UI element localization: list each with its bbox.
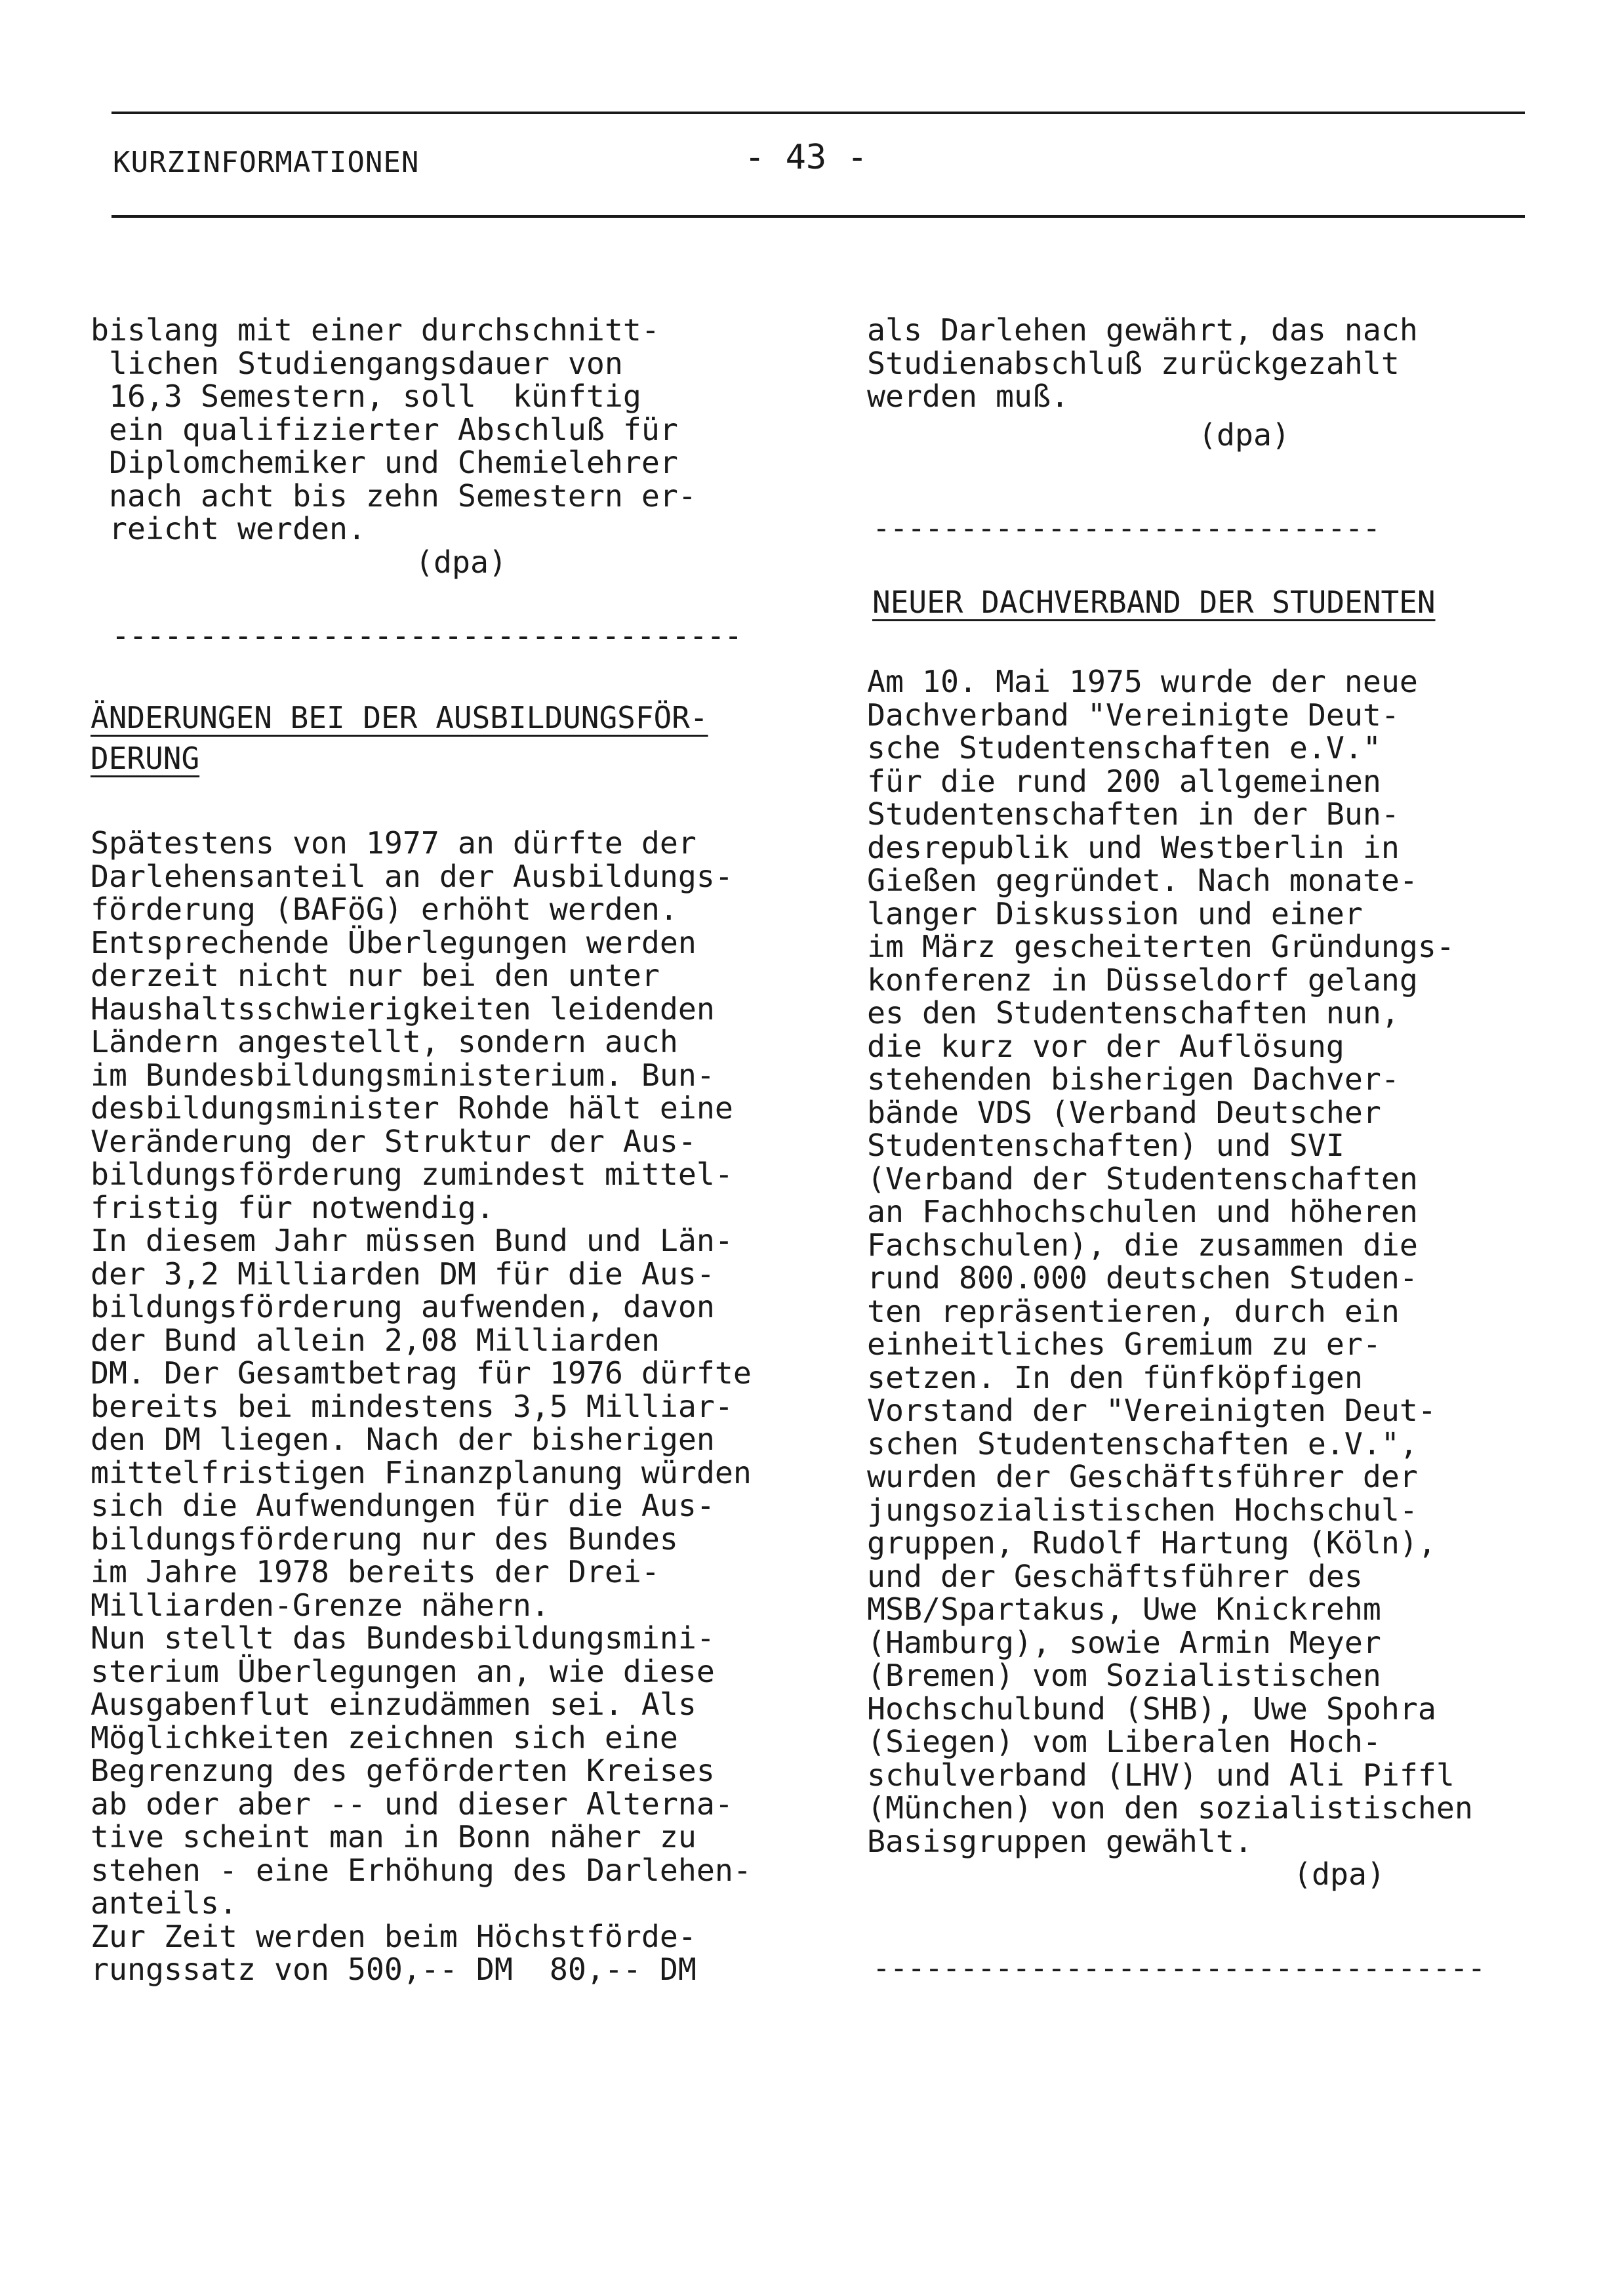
text-line: Dachverband "Vereinigte Deut- xyxy=(867,697,1400,733)
text-line: (Siegen) vom Liberalen Hoch- xyxy=(867,1724,1381,1759)
text-line: (Verband der Studentenschaften xyxy=(867,1160,1418,1197)
text-line: reicht werden. xyxy=(91,511,366,546)
text-line: Spätestens von 1977 an dürfte der xyxy=(91,825,697,861)
left-intro-paragraph xyxy=(91,314,805,546)
article-body xyxy=(91,827,805,1986)
text-line: lichen Studiengangsdauer von xyxy=(91,345,623,381)
source-credit: (dpa) xyxy=(1293,1856,1385,1892)
text-line: Haushaltsschwierigkeiten leidenden xyxy=(91,991,715,1027)
text-line: Darlehensanteil an der Ausbildungs- xyxy=(91,858,733,894)
article-heading xyxy=(91,699,805,777)
text-line: nach acht bis zehn Semestern er- xyxy=(91,478,697,514)
text-line: im März gescheiterten Gründungs- xyxy=(867,929,1455,964)
text-line: Am 10. Mai 1975 wurde der neue xyxy=(867,664,1418,699)
text-line: Milliarden-Grenze nähern. xyxy=(91,1587,550,1623)
text-line: Ländern angestellt, sondern auch xyxy=(91,1024,678,1059)
heading-line: DERUNG xyxy=(91,741,200,776)
section-title: KURZINFORMATIONEN xyxy=(113,146,420,179)
text-line: tive scheint man in Bonn näher zu xyxy=(91,1819,697,1855)
text-line: fristig für notwendig. xyxy=(91,1189,495,1225)
text-line: jungsozialistischen Hochschul- xyxy=(867,1492,1418,1528)
text-line: Fachschulen), die zusammen die xyxy=(867,1227,1418,1263)
header-rule-top xyxy=(111,112,1525,114)
text-line: als Darlehen gewährt, das nach xyxy=(867,312,1418,348)
text-line: es den Studentenschaften nun, xyxy=(867,995,1400,1031)
text-line: (Hamburg), sowie Armin Meyer xyxy=(867,1624,1381,1660)
text-line: bildungsförderung nur des Bundes xyxy=(91,1521,678,1557)
text-line: (Bremen) vom Sozialistischen xyxy=(867,1658,1381,1693)
text-line: 16,3 Semestern, soll künftig xyxy=(91,379,641,414)
text-line: Zur Zeit werden beim Höchstförde- xyxy=(91,1918,697,1954)
text-line: Entsprechende Überlegungen werden xyxy=(91,924,697,960)
text-line: an Fachhochschulen und höheren xyxy=(867,1194,1418,1229)
text-line: schulverband (LHV) und Ali Piffl xyxy=(867,1757,1455,1793)
text-line: In diesem Jahr müssen Bund und Län- xyxy=(91,1223,733,1258)
text-line: ten repräsentieren, durch ein xyxy=(867,1293,1400,1329)
page-number: - 43 - xyxy=(744,138,868,177)
section-separator: ----------------------------- xyxy=(872,510,1381,546)
right-column xyxy=(867,314,1552,1984)
source-credit: (dpa) xyxy=(1198,417,1290,453)
text-line: wurden der Geschäftsführer der xyxy=(867,1459,1418,1494)
text-line: im Jahre 1978 bereits der Drei- xyxy=(91,1554,660,1589)
text-line: stehen - eine Erhöhung des Darlehen- xyxy=(91,1852,752,1888)
text-line: desrepublik und Westberlin in xyxy=(867,829,1400,865)
text-line: sche Studentenschaften e.V." xyxy=(867,730,1381,766)
header-rule-bottom xyxy=(111,215,1525,218)
text-line: bereits bei mindestens 3,5 Milliar- xyxy=(91,1388,733,1424)
text-line: MSB/Spartakus, Uwe Knickrehm xyxy=(867,1591,1381,1627)
text-line: Nun stellt das Bundesbildungsmini- xyxy=(91,1620,715,1656)
text-line: im Bundesbildungsministerium. Bun- xyxy=(91,1057,715,1093)
text-line: der 3,2 Milliarden DM für die Aus- xyxy=(91,1256,715,1292)
text-line: Vorstand der "Vereinigten Deut- xyxy=(867,1393,1436,1428)
text-line: der Bund allein 2,08 Milliarden xyxy=(91,1322,660,1358)
text-line: desbildungsminister Rohde hält eine xyxy=(91,1090,733,1126)
text-line: den DM liegen. Nach der bisherigen xyxy=(91,1422,715,1457)
text-line: ab oder aber -- und dieser Alterna- xyxy=(91,1786,733,1822)
text-line: Gießen gegründet. Nach monate- xyxy=(867,863,1418,898)
text-line: bildungsförderung aufwenden, davon xyxy=(91,1289,715,1324)
text-line: Studentenschaften in der Bun- xyxy=(867,796,1400,832)
text-line: Diplomchemiker und Chemielehrer xyxy=(91,445,678,480)
text-line: sterium Überlegungen an, wie diese xyxy=(91,1653,715,1689)
source-credit: (dpa) xyxy=(415,544,507,580)
text-line: Studentenschaften) und SVI xyxy=(867,1128,1344,1163)
text-line: konferenz in Düsseldorf gelang xyxy=(867,962,1418,998)
text-line: schen Studentenschaften e.V.", xyxy=(867,1425,1418,1462)
text-line: bislang mit einer durchschnitt- xyxy=(91,312,660,348)
right-intro-paragraph xyxy=(867,314,1552,413)
text-line: rund 800.000 deutschen Studen- xyxy=(867,1260,1418,1296)
text-line: werden muß. xyxy=(867,379,1069,414)
text-line: Möglichkeiten zeichnen sich eine xyxy=(91,1719,678,1755)
text-line: für die rund 200 allgemeinen xyxy=(867,763,1381,799)
heading-line: ÄNDERUNGEN BEI DER AUSBILDUNGSFÖR- xyxy=(91,700,708,735)
text-line: stehenden bisherigen Dachver- xyxy=(867,1061,1400,1097)
text-line: bände VDS (Verband Deutscher xyxy=(867,1094,1381,1130)
text-line: Ausgabenflut einzudämmen sei. Als xyxy=(91,1687,697,1722)
text-line: (München) von den sozialistischen xyxy=(867,1790,1473,1826)
text-line: DM. Der Gesamtbetrag für 1976 dürfte xyxy=(91,1355,752,1391)
text-line: mittelfristigen Finanzplanung würden xyxy=(91,1454,752,1490)
text-line: und der Geschäftsführer des xyxy=(867,1558,1363,1594)
text-line: förderung (BAFöG) erhöht werden. xyxy=(91,892,678,927)
left-column xyxy=(91,314,805,1986)
text-line: Hochschulbund (SHB), Uwe Spohra xyxy=(867,1691,1436,1727)
section-separator: ----------------------------------- xyxy=(872,1950,1485,1986)
text-line: setzen. In den fünfköpfigen xyxy=(867,1359,1363,1395)
text-line: anteils. xyxy=(91,1885,237,1921)
text-line: Studienabschluß zurückgezahlt xyxy=(867,345,1400,381)
article-heading: NEUER DACHVERBAND DER STUDENTEN xyxy=(872,584,1436,620)
text-line: Begrenzung des geförderten Kreises xyxy=(91,1753,715,1788)
text-line: bildungsförderung zumindest mittel- xyxy=(91,1157,733,1192)
article-body xyxy=(867,665,1552,1858)
text-line: Veränderung der Struktur der Aus- xyxy=(91,1123,697,1159)
text-line: rungssatz von 500,-- DM 80,-- DM xyxy=(91,1952,697,1987)
text-line: gruppen, Rudolf Hartung (Köln), xyxy=(867,1525,1436,1561)
text-line: langer Diskussion und einer xyxy=(867,895,1363,932)
text-line: Basisgruppen gewählt. xyxy=(867,1823,1253,1859)
text-line: die kurz vor der Auflösung xyxy=(867,1028,1344,1064)
section-separator: ------------------------------------ xyxy=(111,618,742,653)
text-line: sich die Aufwendungen für die Aus- xyxy=(91,1488,715,1523)
text-line: einheitliches Gremium zu er- xyxy=(867,1326,1381,1362)
text-line: derzeit nicht nur bei den unter xyxy=(91,958,660,993)
text-line: ein qualifizierter Abschluß für xyxy=(91,411,678,447)
